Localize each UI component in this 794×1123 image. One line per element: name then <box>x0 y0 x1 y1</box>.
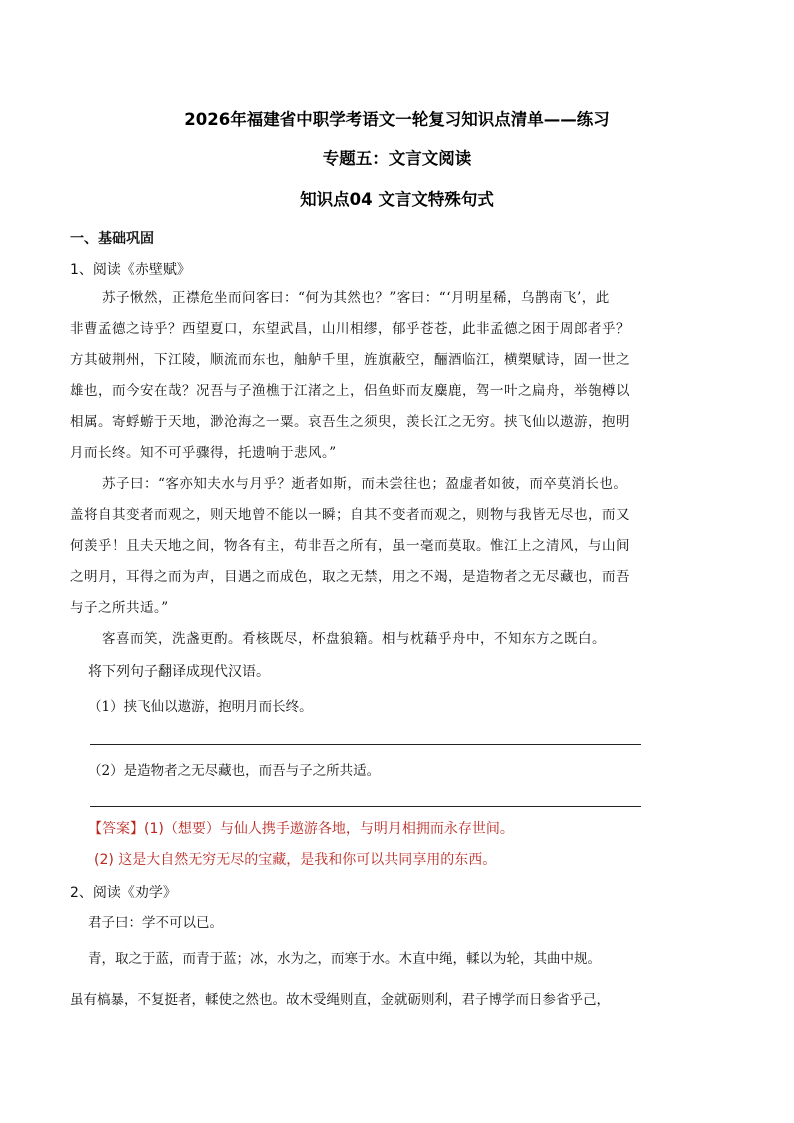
question-2-label: 2、阅读《劝学》 <box>70 885 177 901</box>
passage-line: 月而长终。知不可乎骤得，托遗响于悲风。” <box>70 445 337 461</box>
document-title: 2026年福建省中职学考语文一轮复习知识点清单——练习 <box>184 110 610 129</box>
passage-line: 何羡乎！且夫天地之间，物各有主，苟非吾之所有，虽一毫而莫取。惟江上之清风，与山间 <box>70 538 630 554</box>
quanxue-line: 君子曰：学不可以已。 <box>88 915 223 931</box>
answer-1-text: (1)（想要）与仙人携手遨游各地，与明月相拥而永存世间。 <box>144 821 514 837</box>
passage-line: 相属。寄蜉蝣于天地，渺沧海之一粟。哀吾生之须臾，羡长江之无穷。挟飞仙以遨游，抱明 <box>70 414 630 430</box>
translation-item-1: （1）挟飞仙以遨游，抱明月而长终。 <box>88 699 313 715</box>
translation-instruction: 将下列句子翻译成现代汉语。 <box>88 664 270 680</box>
answer-2-text: (2) 这是大自然无穷无尽的宝藏，是我和你可以共同享用的东西。 <box>94 852 497 868</box>
passage-line: 与子之所共适。” <box>70 600 169 616</box>
passage-line: 雄也，而今安在哉？况吾与子渔樵于江渚之上，侣鱼虾而友麋鹿，驾一叶之扁舟，举匏樽以 <box>70 383 630 399</box>
passage-line: 盖将自其变者而观之，则天地曾不能以一瞬；自其不变者而观之，则物与我皆无尽也，而又 <box>70 507 630 523</box>
answer-block <box>88 818 514 838</box>
translation-item-2: （2）是造物者之无尽藏也，而吾与子之所共适。 <box>88 763 381 779</box>
passage-line: 非曹孟德之诗乎？西望夏口，东望武昌，山川相缪，郁乎苍苍，此非孟德之困于周郎者乎？ <box>70 321 630 337</box>
passage-line: 方其破荆州，下江陵，顺流而东也，舳舻千里，旌旗蔽空，酾酒临江，横槊赋诗，固一世之 <box>70 352 630 368</box>
quanxue-line: 青，取之于蓝，而青于蓝；冰，水为之，而寒于水。木直中绳，輮以为轮，其曲中规。 <box>88 951 601 967</box>
question-1-label: 1、阅读《赤壁赋》 <box>70 262 191 278</box>
knowledge-point-title: 知识点04 文言文特殊句式 <box>300 190 494 209</box>
answer-tag: 【答案】 <box>88 821 144 837</box>
answer-line-1[interactable] <box>90 744 641 745</box>
quanxue-line: 虽有槁暴，不复挺者，輮使之然也。故木受绳则直，金就砺则利，君子博学而日参省乎己， <box>70 992 610 1008</box>
answer-line-2[interactable] <box>90 806 641 807</box>
topic-title: 专题五：文言文阅读 <box>322 149 472 168</box>
passage-line: 之明月，耳得之而为声，目遇之而成色，取之无禁，用之不竭，是造物者之无尽藏也，而吾 <box>70 569 630 585</box>
passage-line: 苏子愀然，正襟危坐而问客曰：“何为其然也？”客曰：“‘月明星稀，乌鹊南飞’，此 <box>102 290 610 306</box>
section-heading: 一、基础巩固 <box>70 231 154 247</box>
passage-chibifu <box>70 283 720 655</box>
passage-line: 客喜而笑，洗盏更酌。肴核既尽，杯盘狼籍。相与枕藉乎舟中，不知东方之既白。 <box>102 631 606 647</box>
passage-line: 苏子曰：“客亦知夫水与月乎？逝者如斯，而未尝往也；盈虚者如彼，而卒莫消长也。 <box>102 476 628 492</box>
